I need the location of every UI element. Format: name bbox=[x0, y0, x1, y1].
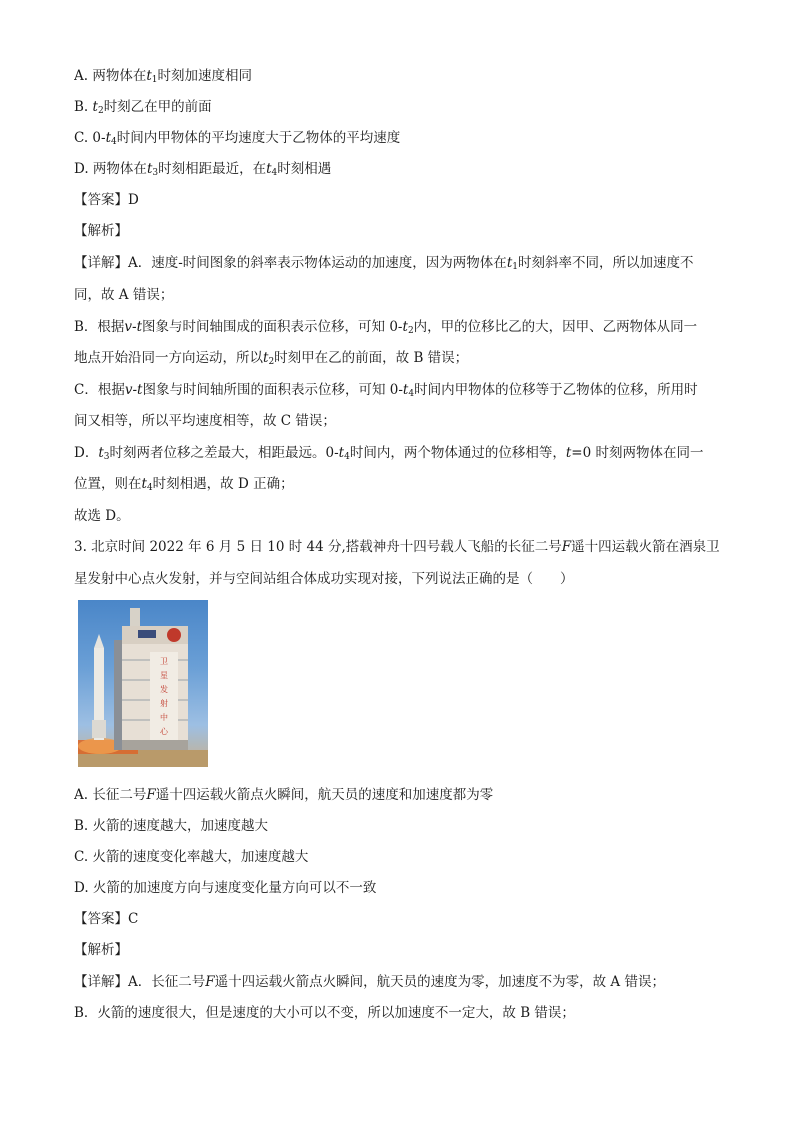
q2-detail-d-line1 bbox=[74, 443, 724, 463]
text: 时间内甲物体的位移等于乙物体的位移，所用时 bbox=[414, 382, 698, 398]
sign-char: 卫 bbox=[160, 657, 168, 666]
var: F bbox=[205, 974, 215, 990]
sub: 4 bbox=[344, 452, 350, 462]
var: t bbox=[146, 161, 153, 177]
text: 遥十四运载火箭点火瞬间，航天员的速度和加速度都为零 bbox=[155, 787, 494, 803]
text: 【详解】A．长征二号 bbox=[74, 974, 206, 990]
var: t bbox=[266, 161, 272, 177]
var: v-t bbox=[124, 319, 143, 335]
q3-detail-b: B．火箭的速度很大，但是速度的大小可以不变，所以加速度不一定大，故 B 错误； bbox=[74, 1005, 575, 1021]
text: 时刻相距最近，在 bbox=[158, 161, 267, 177]
var: t bbox=[506, 255, 513, 271]
var: F bbox=[561, 539, 572, 555]
var: t bbox=[263, 350, 269, 366]
text: 时刻甲在乙的前面，故 B 错误； bbox=[274, 350, 469, 366]
text: 时刻两者位移之差最大，相距最远。0- bbox=[109, 445, 339, 461]
text: 内，甲的位移比乙的大，因甲、乙两物体从同一 bbox=[413, 319, 698, 335]
sub: 4 bbox=[111, 137, 117, 147]
sub: 3 bbox=[103, 452, 110, 462]
sign-char: 星 bbox=[160, 671, 168, 680]
rocket-launch-photo bbox=[78, 600, 208, 767]
q3-stem-line1 bbox=[74, 537, 724, 557]
var: t bbox=[92, 99, 98, 115]
text: 位置，则在 bbox=[74, 476, 142, 492]
text: =0 时刻两物体在同一 bbox=[571, 445, 704, 461]
q2-detail-c-line2: 间又相等，所以平均速度相等，故 C 错误； bbox=[74, 413, 336, 429]
sign-char: 心 bbox=[160, 727, 168, 736]
var: t bbox=[105, 130, 112, 146]
var: t bbox=[565, 445, 572, 461]
sub: 1 bbox=[512, 262, 518, 272]
q2-answer: 【答案】D bbox=[74, 192, 139, 208]
text: 地点开始沿同一方向运动，所以 bbox=[74, 350, 263, 366]
text: 时刻加速度相同 bbox=[157, 68, 253, 84]
text: D. 两物体在 bbox=[74, 161, 147, 177]
text: 时刻乙在甲的前面 bbox=[103, 99, 212, 115]
sub: 3 bbox=[152, 168, 159, 178]
text: 时刻相遇 bbox=[277, 161, 332, 177]
q3-option-b: B. 火箭的速度越大，加速度越大 bbox=[74, 818, 269, 834]
var: v-t bbox=[124, 382, 143, 398]
q3-answer: 【答案】C bbox=[74, 911, 139, 927]
sub: 2 bbox=[97, 106, 104, 116]
text: 图象与时间轴围成的面积表示位移，可知 0- bbox=[142, 319, 403, 335]
q3-analysis-heading: 【解析】 bbox=[74, 942, 128, 958]
sign-char: 发 bbox=[160, 685, 168, 694]
text: 遥十四运载火箭点火瞬间，航天员的速度为零，加速度不为零，故 A 错误； bbox=[214, 974, 665, 990]
text: D． bbox=[74, 445, 99, 461]
var: t bbox=[146, 68, 152, 84]
var: t bbox=[141, 476, 147, 492]
sub: 2 bbox=[407, 326, 414, 336]
var: t bbox=[402, 319, 408, 335]
sign-char: 中 bbox=[160, 713, 168, 722]
q2-detail-a-line1 bbox=[74, 253, 724, 273]
sub: 4 bbox=[271, 168, 278, 178]
q2-choose: 故选 D。 bbox=[74, 508, 130, 524]
text: 时间内甲物体的平均速度大于乙物体的平均速度 bbox=[116, 130, 401, 146]
text: C．根据 bbox=[74, 382, 125, 398]
var: t bbox=[402, 382, 409, 398]
text: 时刻斜率不同，所以加速度不 bbox=[517, 255, 694, 271]
q2-detail-c-line1 bbox=[74, 380, 724, 400]
q2-option-d bbox=[74, 159, 724, 179]
text: B．根据 bbox=[74, 319, 125, 335]
q3-stem-line2: 星发射中心点火发射，并与空间站组合体成功实现对接，下列说法正确的是（ ） bbox=[74, 571, 574, 587]
rocket-launch-image bbox=[78, 600, 208, 767]
var: t bbox=[338, 445, 345, 461]
text: 遥十四运载火箭在酒泉卫 bbox=[571, 539, 720, 555]
q2-detail-b-line1 bbox=[74, 317, 724, 337]
text: B. bbox=[74, 99, 93, 115]
q3-option-c: C. 火箭的速度变化率越大，加速度越大 bbox=[74, 849, 309, 865]
sub: 4 bbox=[408, 389, 415, 399]
var: F bbox=[146, 787, 156, 803]
q2-option-a bbox=[74, 66, 724, 86]
q3-detail-a bbox=[74, 972, 724, 992]
q3-option-d: D. 火箭的加速度方向与速度变化量方向可以不一致 bbox=[74, 880, 377, 896]
text: 时间内，两个物体通过的位移相等， bbox=[349, 445, 566, 461]
q3-option-a bbox=[74, 785, 724, 805]
sub: 1 bbox=[151, 75, 158, 85]
text: 图象与时间轴所围的面积表示位移，可知 0- bbox=[142, 382, 403, 398]
text: A. 长征二号 bbox=[74, 787, 147, 803]
q2-detail-d-line2 bbox=[74, 474, 724, 494]
text: A. 两物体在 bbox=[74, 68, 147, 84]
text: 时刻相遇，故 D 正确； bbox=[152, 476, 294, 492]
q2-option-c bbox=[74, 128, 724, 148]
text: C. 0- bbox=[74, 130, 106, 146]
text: 【详解】A．速度-时间图象的斜率表示物体运动的加速度，因为两物体在 bbox=[74, 255, 507, 271]
q2-detail-b-line2 bbox=[74, 348, 724, 368]
sub: 4 bbox=[146, 483, 153, 493]
q2-detail-a-line2: 同，故 A 错误； bbox=[74, 287, 174, 303]
q2-analysis-heading: 【解析】 bbox=[74, 223, 128, 239]
var: t bbox=[98, 445, 104, 461]
q2-option-b bbox=[74, 97, 724, 117]
sign-char: 射 bbox=[160, 699, 168, 708]
text: 3. 北京时间 2022 年 6 月 5 日 10 时 44 分,搭载神舟十四号载人飞船的长征二号 bbox=[74, 539, 562, 555]
sub: 2 bbox=[268, 357, 275, 367]
